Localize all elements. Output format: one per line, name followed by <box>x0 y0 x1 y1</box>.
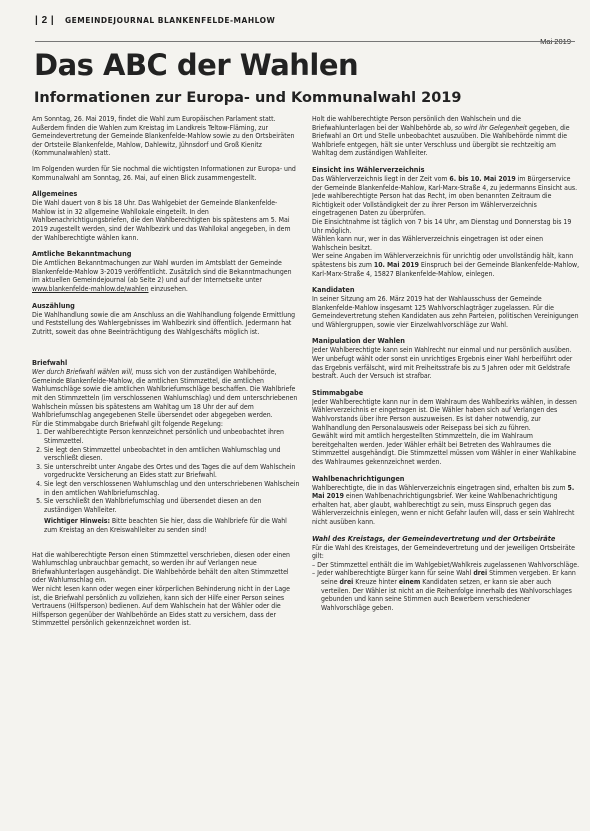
section-heading-kandidaten: Kandidaten <box>312 285 355 295</box>
section-heading-briefwahl: Briefwahl <box>32 358 68 368</box>
page-number: | 2 | <box>35 15 55 26</box>
einsicht-hours: Die Einsichtnahme ist täglich von 7 bis 14 Uhr, am Dienstag und Donnerstag bis 19 Uhr möglich. <box>312 217 572 235</box>
kandidaten-text: In seiner Sitzung am 26. März 2019 hat der Wahlausschuss der Gemeinde Blankenfelde-Mahlow insgesamt 125 Wahlvorschlagträger zugelassen. Für die Gemeindevertretung stehen Kandidaten aus zehn Parteien, politischen Vereinigungen und Wählergruppen, sowie vier Einzelwahlvorschläge zur Wahl. <box>312 295 579 329</box>
einsicht-voting-rule: Wählen kann nur, wer in das Wählerverzeichnis eingetragen ist oder einen Wahlschein besitzt. <box>312 235 544 252</box>
briefwahl-continuation: Holt die wahlberechtigte Person persönlich den Wahlschein und die Briefwahlunterlagen bei der Wahlbehörde ab, so wird ihr Gelegenheit gegeben, die Briefwahl an Ort und Stelle unbeobachtet auszuüben. Die Wahlbehörde nimmt die Wahlbriefe entgegen, hält sie unter Verschluss und übergibt sie rechtzeitig am Wahltag dem zuständigen Wahlleiter. <box>312 115 570 158</box>
list-item: 4. Sie legt den verschlossenen Wahlumschlag und den unterschriebenen Wahlschein in den amtlichen Wahlbriefumschlag. <box>44 480 300 497</box>
list-item: – Jeder wahlberechtigte Bürger kann für seine Wahl drei Stimmen vergeben. Er kann seine drei Kreuze hinter einem Kandidaten setzen, er kann sie aber auch verteilen. Der Wähler ist nicht an die Reihenfolge innerhalb des Wahlvorschlages gebunden und kann seine Stimmen auch Bewerbern verschiedener Wahlvorschläge geben. <box>321 569 580 612</box>
section-heading-bekanntmachung: Amtliche Bekanntmachung <box>32 249 132 259</box>
issue-date: Mai 2019 <box>540 37 571 46</box>
briefwahl-rules-intro: Für die Stimmabgabe durch Briefwahl gilt folgende Regelung: <box>32 419 223 428</box>
allgemeines-text: Die Wahl dauert von 8 bis 18 Uhr. Das Wahlgebiet der Gemeinde Blankenfelde-Mahlow ist in 32 allgemeine Wahllokale eingeteilt. In den Wahlbenachrichtigungsbriefen, die den Wahlberechtigten bis spätestens am 5. Mai 2019 zugestellt werden, sind der Wahlbezirk und das Wahllokal angegeben, in dem der Wahlberechtigte wählen kann. <box>32 199 291 242</box>
stimmabgabe-text: Jeder Wahlberechtigte kann nur in dem Wahlraum des Wahlbezirks wählen, in dessen Wählerverzeichnis er eingetragen ist. Die Wähler haben sich auf Verlangen des Wahlvorstands über ihre Person auszuweisen. Es ist daher notwendig, zur Wahlhandlung den Personalausweis oder Reisepass bei sich zu führen. <box>312 397 577 432</box>
list-item: 3. Sie unterschreibt unter Angabe des Ortes und des Tages die auf dem Wahlschein vorgedruckte Versicherung an Eides statt zur Briefwahl. <box>44 463 300 480</box>
list-item: 1. Der wahlberechtigte Person kennzeichnet persönlich und unbeobachtet ihren Stimmzettel. <box>44 428 300 445</box>
intro-paragraph-2: Im Folgenden wurden für Sie nochmal die wichtigsten Informationen zur Europa- und Kommunalwahl am Sonntag, 26. Mai, auf einen Blick zusammengestellt. <box>32 164 296 182</box>
section-heading-auszaehlung: Auszählung <box>32 300 75 310</box>
einsicht-text: Das Wählerverzeichnis liegt in der Zeit vom 6. bis 10. Mai 2019 im Bürgerservice der Gemeinde Blankenfelde-Mahlow, Karl-Marx-Straße 4, zu jedermanns Einsicht aus. Jede wahlberechtigte Person hat das Recht, im oben benannten Zeitraum die Richtigkeit oder Vollständigkeit der zu ihrer Person im Wählerverzeichnis eingetragenen Daten zu überprüfen. <box>312 174 578 218</box>
briefwahl-text-2: Hat die wahlberechtigte Person einen Stimmzettel verschrieben, diesen oder einen Wahlumschlag unbrauchbar gemacht, so werden ihr auf Verlangen neue Briefwahlunterlagen ausgehändigt. Die Wahlbehörde behält den alten Stimmzettel oder Wahlumschlag ein. <box>32 550 290 585</box>
right-column <box>312 115 580 827</box>
section-heading-manipulation: Manipulation der Wahlen <box>312 336 405 346</box>
article-title: Das ABC der Wahlen <box>34 48 359 82</box>
manipulation-text: Jeder Wahlberechtigte kann sein Wahlrecht nur einmal und nur persönlich ausüben. Wer unbefugt wählt oder sonst ein unrichtiges Ergebnis einer Wahl herbeiführt oder das Ergebnis verfälscht, wird mit Freiheitsstrafe bis zu 5 Jahren oder mit Geldstrafe bestraft. Auch der Versuch ist strafbar. <box>312 346 573 381</box>
section-heading-kreistag: Wahl des Kreistags, der Gemeindevertretung und der Ortsbeiräte <box>312 533 556 543</box>
list-item: 2. Sie legt den Stimmzettel unbeobachtet in den amtlichen Wahlumschlag und verschließt diesen. <box>44 446 300 463</box>
bekanntmachung-text: Die Amtlichen Bekanntmachungen zur Wahl wurden im Amtsblatt der Gemeinde Blankenfelde-Mahlow 3-2019 veröffentlicht. Zusätzlich sind die Bekanntmachungen im aktuellen Gemeindejournal (ab Seite 2) und auf der Internetseite unter www.blankenfelde-mahlow.de/wahlen einzusehen. <box>32 259 292 293</box>
section-heading-allgemeines: Allgemeines <box>32 189 78 199</box>
section-heading-benachrichtigungen: Wahlbenachrichtigungen <box>312 473 405 483</box>
list-item: 5. Sie verschließt den Wahlbriefumschlag und übersendet diesen an den zuständigen Wahlleiter. <box>44 497 300 514</box>
wichtiger-hinweis: Wichtiger Hinweis: Bitte beachten Sie hier, dass die Wahlbriefe für die Wahl zum Kreistag an den Kreiswahlleiter zu senden sind! <box>44 517 287 534</box>
benachrichtigungen-text: Wahlberechtigte, die in das Wählerverzeichnis eingetragen sind, erhalten bis zum 5. Mai 2019 einen Wahlbenachrichtigungsbrief. Wer keine Wahlbenachrichtigung erhalten hat, aber glaubt, wahlberechtigt zu sein, muss Einspruch gegen das Wählerverzeichnis einlegen, wenn er nicht Gefahr laufen will, dass er sein Wahlrecht nicht ausüben kann. <box>312 483 575 526</box>
briefwahl-text-3: Wer nicht lesen kann oder wegen einer körperlichen Behinderung nicht in der Lage ist, die Briefwahl persönlich zu vollziehen, kann sich der Hilfe einer Person seines Vertrauens (Hilfsperson) bedienen. Auf dem Wahlschein hat der Wähler oder die Hilfsperson gegenüber der Wahlbehörde an Eides statt zu versichern, dass der Stimmzettel persönlich gekennzeichnet worden ist. <box>32 584 290 628</box>
section-heading-einsicht: Einsicht ins Wählerverzeichnis <box>312 164 425 174</box>
left-column <box>32 115 300 827</box>
journal-name: GEMEINDEJOURNAL BLANKENFELDE-MAHLOW <box>65 16 276 25</box>
kreistag-intro: Für die Wahl des Kreistages, der Gemeindevertretung und der jeweiligen Ortsbeiräte gilt: <box>312 543 575 561</box>
kreistag-list <box>312 561 580 613</box>
intro-paragraph: Am Sonntag, 26. Mai 2019, findet die Wahl zum Europäischen Parlament statt. Außerdem finden die Wahlen zum Kreistag im Landkreis Teltow-Fläming, zur Gemeindevertretung der Gemeinde Blankenfelde-Mahlow sowie zu den Ortsbeiräten der Ortsteile Blankenfelde, Mahlow, Dahlewitz, Jühnsdorf und Groß Kienitz (Kommunalwahlen) statt. <box>32 115 295 158</box>
einsicht-einspruch: Wer seine Angaben im Wählerverzeichnis für unrichtig oder unvollständig hält, kann spätestens bis zum 10. Mai 2019 Einspruch bei der Gemeinde Blankenfelde-Mahlow, Karl-Marx-Straße 4, 15827 Blankenfelde-Mahlow, einlegen. <box>312 252 580 278</box>
article-subtitle: Informationen zur Europa- und Kommunalwahl 2019 <box>34 90 462 106</box>
auszaehlung-text: Die Wahlhandlung sowie die am Anschluss an die Wahlhandlung folgende Ermittlung und Feststellung des Wahlergebnisses im Wahlbezirk sind öffentlich. Jedermann hat Zutritt, soweit das ohne Beeinträchtigung des Wahlgeschäfts möglich ist. <box>32 310 296 336</box>
section-heading-stimmabgabe: Stimmabgabe <box>312 387 364 397</box>
header-rule <box>35 41 575 42</box>
list-item: – Der Stimmzettel enthält die im Wahlgebiet/Wahlkreis zugelassenen Wahlvorschläge. <box>321 561 580 570</box>
briefwahl-rules-list <box>32 428 300 514</box>
briefwahl-text: Wer durch Briefwahl wählen will, muss sich von der zuständigen Wahlbehörde, Gemeinde Blankenfelde-Mahlow, die amtlichen Stimmzettel, die amtlichen Wahlumschläge sowie die amtlichen Wahlbriefumschläge beschaffen. Die Wahlbriefe mit den Stimmzetteln (im verschlossenen Wahlumschlag) und dem unterschriebenen Wahlschein müssen bis spätestens am Wahltag um 18 Uhr der auf dem Wahlbriefumschlag angegebenen Stelle übersendet oder abgegeben werden. <box>32 368 298 420</box>
page-header <box>35 15 575 46</box>
stimmabgabe-text-2: Gewählt wird mit amtlich hergestellten Stimmzetteln, die im Wahlraum bereitgehalten werden. Jeder Wähler erhält bei Betreten des Wahlraumes die Stimmzettel ausgehändigt. Die Stimmzettel müssen vom Wähler in einer Wahlkabine des Wahlraumes gekennzeichnet werden. <box>312 432 577 466</box>
wahlen-website-link[interactable]: www.blankenfelde-mahlow.de/wahlen <box>32 284 149 293</box>
